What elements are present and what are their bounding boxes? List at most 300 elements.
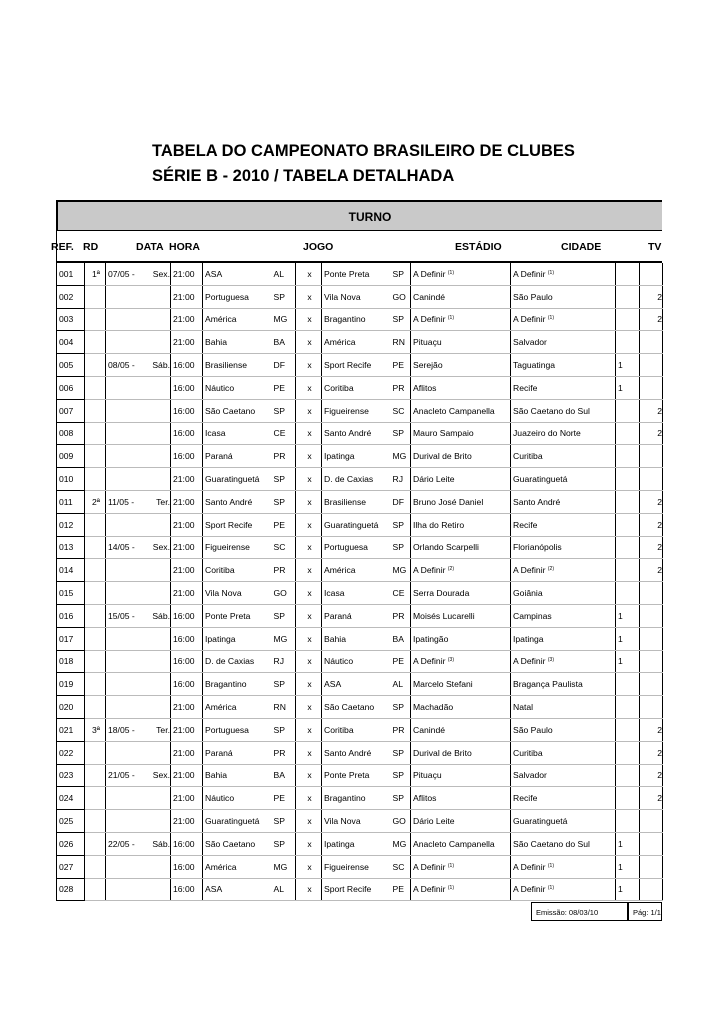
away-state-text: DF: [392, 496, 404, 507]
time-cell: [171, 376, 203, 399]
versus-cell: [296, 764, 322, 787]
round-cell: [85, 764, 106, 787]
time-cell: [171, 764, 203, 787]
away-team-cell: [322, 855, 391, 878]
home-state-cell: [272, 650, 296, 673]
city-text: São Paulo: [513, 724, 553, 735]
footnote-marker: (1): [447, 269, 454, 276]
away-state-cell: [391, 285, 411, 308]
away-team-text: Bahia: [324, 633, 346, 644]
home-team-cell: [203, 627, 272, 650]
versus-text: x: [307, 656, 312, 667]
home-team-text: ASA: [205, 268, 223, 279]
date-cell: [106, 741, 142, 764]
home-team-cell: [203, 376, 272, 399]
stadium-text: Serra Dourada: [413, 588, 470, 599]
away-team-cell: [322, 399, 391, 422]
weekday-cell: [142, 718, 171, 741]
time-cell: [171, 285, 203, 308]
ref-cell: [57, 513, 85, 536]
away-state-cell: [391, 445, 411, 468]
tv-cell: [616, 832, 640, 855]
date-cell: [106, 331, 142, 354]
stadium-cell: [411, 741, 511, 764]
stadium-text: Pituaçu: [413, 770, 442, 781]
time-text: 16:00: [173, 679, 195, 690]
home-state-cell: [272, 627, 296, 650]
time-text: 16:00: [173, 610, 195, 621]
home-team-text: Figueirense: [205, 542, 250, 553]
stadium-cell: [411, 445, 511, 468]
away-team-cell: [322, 354, 391, 377]
stadium-text: A Definir: [413, 656, 446, 667]
versus-text: x: [307, 724, 312, 735]
home-state-cell: [272, 376, 296, 399]
away-state-text: PR: [392, 382, 405, 393]
away-state-text: SC: [392, 861, 405, 872]
ref-cell: [57, 422, 85, 445]
time-text: 21:00: [173, 588, 195, 599]
home-state-text: PR: [273, 451, 286, 462]
versus-cell: [296, 855, 322, 878]
time-text: 21:00: [173, 474, 195, 485]
city-cell: [511, 878, 616, 901]
home-state-text: SP: [273, 496, 285, 507]
match-row: [57, 604, 663, 627]
match-row: [57, 855, 663, 878]
tv-cell: [616, 422, 640, 445]
ref-text: 010: [59, 474, 74, 485]
away-state-text: SC: [392, 405, 405, 416]
stadium-cell: [411, 331, 511, 354]
time-cell: [171, 627, 203, 650]
versus-cell: [296, 513, 322, 536]
city-text: A Definir: [513, 268, 546, 279]
stadium-cell: [411, 696, 511, 719]
away-state-text: GO: [392, 291, 406, 302]
away-state-text: GO: [392, 816, 406, 827]
tv-cell: [616, 878, 640, 901]
home-state-text: CE: [273, 428, 286, 439]
time-text: 16:00: [173, 428, 195, 439]
time-text: 21:00: [173, 565, 195, 576]
away-team-text: América: [324, 337, 356, 348]
versus-cell: [296, 399, 322, 422]
tv-cell-2: [640, 490, 663, 513]
home-team-cell: [203, 559, 272, 582]
tv-2-text: 2: [657, 793, 662, 804]
ref-cell: [57, 718, 85, 741]
footnote-marker: (2): [547, 566, 554, 573]
match-row: [57, 582, 663, 605]
ref-cell: [57, 582, 85, 605]
home-team-text: Coritiba: [205, 565, 235, 576]
city-cell: [511, 832, 616, 855]
tv-text: 1: [618, 656, 623, 667]
home-state-text: GO: [273, 588, 287, 599]
away-team-cell: [322, 308, 391, 331]
away-team-text: Vila Nova: [324, 816, 361, 827]
home-state-text: SP: [273, 679, 285, 690]
tv-2-text: 2: [657, 724, 662, 735]
stadium-cell: [411, 376, 511, 399]
weekday-cell: [142, 650, 171, 673]
away-state-text: PE: [392, 360, 404, 371]
ref-text: 008: [59, 428, 74, 439]
emission-date: Emissão: 08/03/10: [531, 902, 628, 921]
versus-cell: [296, 308, 322, 331]
tv-cell-2: [640, 878, 663, 901]
ref-cell: [57, 832, 85, 855]
home-team-cell: [203, 513, 272, 536]
round-cell: [85, 604, 106, 627]
time-cell: [171, 399, 203, 422]
away-state-cell: [391, 810, 411, 833]
away-team-text: América: [324, 565, 356, 576]
weekday-text: Ter.: [156, 496, 170, 507]
stadium-cell: [411, 536, 511, 559]
time-cell: [171, 582, 203, 605]
away-team-text: Ponte Preta: [324, 268, 370, 279]
time-cell: [171, 354, 203, 377]
versus-cell: [296, 878, 322, 901]
home-state-text: SP: [273, 724, 285, 735]
home-team-cell: [203, 810, 272, 833]
away-team-text: Bragantino: [324, 793, 366, 804]
versus-cell: [296, 490, 322, 513]
home-team-cell: [203, 331, 272, 354]
date-cell: [106, 490, 142, 513]
tv-cell: [616, 445, 640, 468]
ref-cell: [57, 536, 85, 559]
stadium-cell: [411, 422, 511, 445]
match-row: [57, 764, 663, 787]
time-cell: [171, 855, 203, 878]
away-team-cell: [322, 445, 391, 468]
stadium-cell: [411, 354, 511, 377]
home-state-cell: [272, 399, 296, 422]
home-state-cell: [272, 878, 296, 901]
round-cell: [85, 627, 106, 650]
time-text: 16:00: [173, 382, 195, 393]
versus-text: x: [307, 565, 312, 576]
away-state-cell: [391, 627, 411, 650]
city-text: São Caetano do Sul: [513, 838, 590, 849]
page-subtitle: SÉRIE B - 2010 / TABELA DETALHADA: [152, 167, 455, 185]
away-state-text: MG: [392, 565, 407, 576]
away-state-cell: [391, 536, 411, 559]
tv-cell: [616, 536, 640, 559]
home-team-cell: [203, 468, 272, 491]
date-cell: [106, 604, 142, 627]
away-state-cell: [391, 855, 411, 878]
match-row: [57, 354, 663, 377]
tv-2-text: 2: [657, 565, 662, 576]
away-state-cell: [391, 764, 411, 787]
home-team-cell: [203, 741, 272, 764]
weekday-text: Sáb.: [152, 610, 170, 621]
away-state-cell: [391, 308, 411, 331]
away-team-text: Bragantino: [324, 314, 366, 325]
round-cell: [85, 696, 106, 719]
city-text: A Definir: [513, 656, 546, 667]
header-estadio: ESTÁDIO: [455, 241, 502, 253]
versus-cell: [296, 354, 322, 377]
away-state-text: PE: [392, 884, 404, 895]
home-team-text: Bahia: [205, 337, 227, 348]
time-text: 16:00: [173, 838, 195, 849]
footnote-marker: (3): [547, 657, 554, 664]
away-team-text: Figueirense: [324, 405, 369, 416]
versus-text: x: [307, 884, 312, 895]
city-text: Florianópolis: [513, 542, 562, 553]
turno-band: TURNO: [56, 200, 662, 231]
city-cell: [511, 445, 616, 468]
ref-cell: [57, 604, 85, 627]
away-team-text: São Caetano: [324, 702, 375, 713]
away-team-cell: [322, 810, 391, 833]
tv-cell-2: [640, 468, 663, 491]
away-state-text: CE: [392, 588, 405, 599]
stadium-cell: [411, 832, 511, 855]
stadium-text: A Definir: [413, 565, 446, 576]
ref-text: 017: [59, 633, 74, 644]
match-row: [57, 718, 663, 741]
ref-text: 003: [59, 314, 74, 325]
tv-cell-2: [640, 308, 663, 331]
stadium-cell: [411, 263, 511, 285]
round-text: 2ª: [92, 496, 100, 507]
time-cell: [171, 536, 203, 559]
footnote-marker: (3): [447, 657, 454, 664]
stadium-text: Canindé: [413, 724, 446, 735]
city-text: Curitiba: [513, 451, 543, 462]
round-cell: [85, 376, 106, 399]
stadium-cell: [411, 650, 511, 673]
round-cell: [85, 810, 106, 833]
versus-cell: [296, 536, 322, 559]
tv-cell-2: [640, 582, 663, 605]
away-state-cell: [391, 787, 411, 810]
round-cell: [85, 650, 106, 673]
date-cell: [106, 445, 142, 468]
stadium-text: Durival de Brito: [413, 451, 472, 462]
ref-text: 002: [59, 291, 74, 302]
tv-cell-2: [640, 376, 663, 399]
home-state-cell: [272, 263, 296, 285]
ref-text: 024: [59, 793, 74, 804]
round-cell: [85, 741, 106, 764]
versus-cell: [296, 285, 322, 308]
versus-cell: [296, 422, 322, 445]
tv-cell: [616, 513, 640, 536]
versus-text: x: [307, 474, 312, 485]
away-team-cell: [322, 331, 391, 354]
date-cell: [106, 559, 142, 582]
tv-text: 1: [618, 610, 623, 621]
away-team-text: Icasa: [324, 588, 345, 599]
stadium-cell: [411, 399, 511, 422]
away-team-text: Figueirense: [324, 861, 369, 872]
column-header-row: [51, 231, 662, 263]
ref-cell: [57, 354, 85, 377]
away-state-text: SP: [392, 793, 404, 804]
date-cell: [106, 696, 142, 719]
away-team-text: Náutico: [324, 656, 354, 667]
home-team-cell: [203, 536, 272, 559]
home-state-text: SC: [273, 542, 286, 553]
city-text: Recife: [513, 382, 538, 393]
away-team-text: Ponte Preta: [324, 770, 370, 781]
ref-text: 014: [59, 565, 74, 576]
time-cell: [171, 673, 203, 696]
home-team-cell: [203, 445, 272, 468]
home-state-cell: [272, 832, 296, 855]
tv-cell: [616, 855, 640, 878]
away-state-cell: [391, 468, 411, 491]
home-state-text: MG: [273, 861, 288, 872]
city-text: Ipatinga: [513, 633, 544, 644]
home-team-text: Icasa: [205, 428, 226, 439]
weekday-cell: [142, 354, 171, 377]
home-state-cell: [272, 422, 296, 445]
home-team-cell: [203, 263, 272, 285]
weekday-cell: [142, 445, 171, 468]
city-cell: [511, 650, 616, 673]
date-text: 15/05 -: [108, 610, 135, 621]
ref-text: 007: [59, 405, 74, 416]
home-team-text: Guaratinguetá: [205, 474, 260, 485]
versus-text: x: [307, 588, 312, 599]
time-text: 21:00: [173, 793, 195, 804]
stadium-text: Canindé: [413, 291, 446, 302]
away-state-cell: [391, 263, 411, 285]
time-cell: [171, 559, 203, 582]
city-text: Santo André: [513, 496, 561, 507]
tv-cell: [616, 650, 640, 673]
ref-cell: [57, 696, 85, 719]
stadium-text: Anacleto Campanella: [413, 405, 495, 416]
tv-text: 1: [618, 382, 623, 393]
time-text: 16:00: [173, 451, 195, 462]
away-team-text: Paraná: [324, 610, 352, 621]
weekday-cell: [142, 832, 171, 855]
home-state-cell: [272, 787, 296, 810]
header-ref: REF.: [51, 241, 74, 253]
time-cell: [171, 696, 203, 719]
versus-text: x: [307, 770, 312, 781]
match-row: [57, 787, 663, 810]
home-team-cell: [203, 764, 272, 787]
time-text: 21:00: [173, 337, 195, 348]
home-team-cell: [203, 308, 272, 331]
time-cell: [171, 308, 203, 331]
stadium-text: Aflitos: [413, 382, 437, 393]
tv-cell-2: [640, 741, 663, 764]
city-text: Guaratinguetá: [513, 474, 568, 485]
tv-cell: [616, 741, 640, 764]
home-team-text: Portuguesa: [205, 724, 249, 735]
away-state-cell: [391, 718, 411, 741]
versus-cell: [296, 331, 322, 354]
home-state-cell: [272, 718, 296, 741]
home-state-cell: [272, 354, 296, 377]
home-state-cell: [272, 810, 296, 833]
city-text: Recife: [513, 519, 538, 530]
header-rd: RD: [83, 241, 99, 253]
home-team-cell: [203, 718, 272, 741]
city-text: São Paulo: [513, 291, 553, 302]
tv-cell-2: [640, 354, 663, 377]
time-text: 21:00: [173, 816, 195, 827]
home-state-text: MG: [273, 314, 288, 325]
time-text: 21:00: [173, 747, 195, 758]
date-cell: [106, 878, 142, 901]
away-team-text: Portuguesa: [324, 542, 368, 553]
city-text: Salvador: [513, 770, 547, 781]
away-state-cell: [391, 878, 411, 901]
weekday-cell: [142, 376, 171, 399]
time-cell: [171, 513, 203, 536]
home-team-cell: [203, 650, 272, 673]
date-text: 08/05 -: [108, 360, 135, 371]
home-state-text: PR: [273, 747, 286, 758]
date-cell: [106, 285, 142, 308]
home-team-cell: [203, 696, 272, 719]
ref-cell: [57, 559, 85, 582]
versus-text: x: [307, 291, 312, 302]
weekday-text: Sex.: [152, 770, 170, 781]
away-state-text: SP: [392, 702, 404, 713]
away-team-cell: [322, 604, 391, 627]
city-cell: [511, 285, 616, 308]
city-text: Natal: [513, 702, 534, 713]
away-state-text: SP: [392, 428, 404, 439]
tv-cell: [616, 696, 640, 719]
city-cell: [511, 582, 616, 605]
weekday-text: Sáb.: [152, 838, 170, 849]
away-state-cell: [391, 832, 411, 855]
home-team-text: Brasiliense: [205, 360, 248, 371]
footnote-marker: (1): [547, 315, 554, 322]
city-text: Juazeiro do Norte: [513, 428, 581, 439]
away-state-text: BA: [392, 633, 404, 644]
home-team-text: Bahia: [205, 770, 227, 781]
versus-cell: [296, 468, 322, 491]
time-text: 21:00: [173, 291, 195, 302]
tv-cell: [616, 559, 640, 582]
away-state-cell: [391, 696, 411, 719]
versus-text: x: [307, 679, 312, 690]
date-cell: [106, 263, 142, 285]
away-team-cell: [322, 764, 391, 787]
weekday-cell: [142, 331, 171, 354]
city-cell: [511, 376, 616, 399]
tv-cell-2: [640, 787, 663, 810]
away-state-text: SP: [392, 519, 404, 530]
away-team-text: Sport Recife: [324, 884, 372, 895]
tv-2-text: 2: [657, 428, 662, 439]
tv-2-text: 2: [657, 747, 662, 758]
footnote-marker: (1): [547, 269, 554, 276]
header-jogo: JOGO: [303, 241, 334, 253]
stadium-cell: [411, 582, 511, 605]
home-team-cell: [203, 673, 272, 696]
tv-cell-2: [640, 399, 663, 422]
home-team-text: São Caetano: [205, 405, 256, 416]
ref-cell: [57, 627, 85, 650]
away-state-cell: [391, 673, 411, 696]
